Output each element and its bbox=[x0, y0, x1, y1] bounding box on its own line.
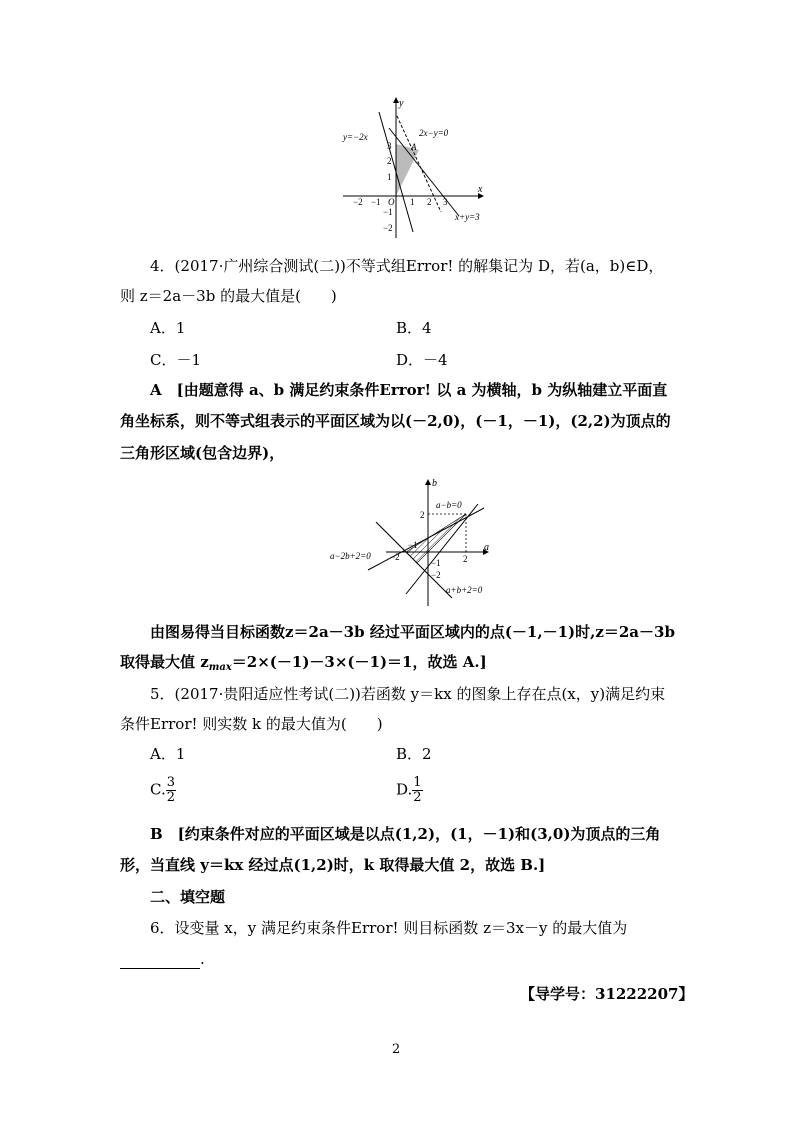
label-point-a: A bbox=[411, 142, 417, 152]
x-tick-1: 1 bbox=[410, 197, 415, 207]
a-tick-neg2: −2 bbox=[390, 552, 400, 562]
b-tick-neg1: −1 bbox=[431, 558, 441, 568]
q6-line-2-end: . bbox=[200, 950, 205, 968]
label-a-minus-b: a−b=0 bbox=[436, 500, 462, 510]
answer-blank bbox=[120, 954, 200, 969]
answer-4-line-1: A [由题意得 a、b 满足约束条件Error! 以 a 为横轴，b 为纵轴建立平面直 bbox=[150, 381, 668, 399]
axis-label-x: x bbox=[478, 184, 483, 195]
fraction-numerator: 3 bbox=[166, 775, 175, 790]
section-title-fill-in: 二、填空题 bbox=[150, 888, 226, 906]
q6-line-1: 6．设变量 x，y 满足约束条件Error! 则目标函数 z＝3x－y 的最大值为 bbox=[150, 919, 628, 937]
answer-4-line-3: 三角形区域(包含边界)， bbox=[120, 444, 285, 462]
q6-line-2 bbox=[120, 949, 205, 969]
fraction-denominator: 2 bbox=[413, 790, 422, 805]
answer-4-line-2: 角坐标系，则不等式组表示的平面区域为以(－2,0)，(－1，－1)，(2,2)为顶点的 bbox=[120, 412, 671, 430]
origin-label: O bbox=[388, 197, 395, 207]
q4-line-1: 4．(2017·广州综合测试(二))不等式组Error! 的解集记为 D，若(a，b)∈D， bbox=[150, 257, 664, 275]
x-tick-neg2: −2 bbox=[353, 197, 363, 207]
answer-5-line-1: B [约束条件对应的平面区域是以点(1,2)，(1，－1)和(3,0)为顶点的三角 bbox=[150, 825, 661, 843]
fraction-one-half bbox=[412, 776, 422, 805]
answer-4-line-5-text-b: ＝2×(－1)－3×(－1)＝1，故选 A.] bbox=[231, 653, 487, 671]
z-max-subscript: max bbox=[208, 662, 232, 673]
a-tick-neg1: −1 bbox=[408, 540, 418, 550]
q4-option-b: B．4 bbox=[396, 319, 432, 337]
q5-option-a: A．1 bbox=[150, 745, 186, 763]
b-tick-neg2: −2 bbox=[431, 570, 441, 580]
label-y-neg2x: y=−2x bbox=[343, 132, 368, 142]
y-tick-neg1: −1 bbox=[383, 207, 393, 217]
y-tick-1: 1 bbox=[387, 172, 392, 182]
y-tick-neg2: −2 bbox=[383, 223, 393, 233]
q5-option-c bbox=[150, 776, 176, 805]
fraction-three-halves bbox=[166, 776, 176, 805]
q5-option-d bbox=[396, 776, 423, 805]
q4-option-a: A．1 bbox=[150, 319, 186, 337]
q5-line-2: 条件Error! 则实数 k 的最大值为( ) bbox=[120, 715, 383, 733]
page-number: 2 bbox=[392, 1042, 401, 1057]
answer-4-line-5 bbox=[120, 652, 487, 678]
y-tick-3: 3 bbox=[387, 141, 392, 151]
x-tick-2: 2 bbox=[427, 197, 432, 207]
q4-line-2: 则 z＝2a－3b 的最大值是( ) bbox=[120, 287, 337, 305]
y-tick-2: 2 bbox=[387, 156, 392, 166]
q4-option-d: D．－4 bbox=[396, 351, 448, 369]
guide-number: 【导学号：31222207】 bbox=[520, 985, 694, 1003]
x-tick-3: 3 bbox=[443, 197, 448, 207]
label-x-plus-y: x+y=3 bbox=[455, 212, 480, 222]
q5-line-1: 5．(2017·贵阳适应性考试(二))若函数 y＝kx 的图象上存在点(x，y)满足约束 bbox=[150, 685, 666, 703]
q5-option-d-prefix: D. bbox=[396, 780, 413, 799]
figure-1-feasible-region bbox=[335, 92, 495, 242]
hatched-triangle-region bbox=[406, 514, 466, 563]
q5-option-b: B．2 bbox=[396, 745, 432, 763]
q5-option-c-prefix: C. bbox=[150, 780, 166, 799]
axis-label-b: b bbox=[432, 478, 437, 489]
label-a-plus-b: a+b+2=0 bbox=[446, 585, 483, 595]
answer-4-line-5-text-a: 取得最大值 z bbox=[120, 653, 209, 671]
b-tick-2: 2 bbox=[420, 510, 425, 520]
answer-4-line-4: 由图易得当目标函数z＝2a－3b 经过平面区域内的点(－1,－1)时,z＝2a－3b bbox=[150, 623, 675, 641]
axis-label-a: a bbox=[484, 542, 489, 553]
axis-label-y: y bbox=[399, 98, 404, 109]
label-2x-minus-y: 2x−y=0 bbox=[419, 128, 449, 138]
fraction-denominator: 2 bbox=[166, 790, 175, 805]
fraction-numerator: 1 bbox=[413, 775, 422, 790]
x-tick-neg1: −1 bbox=[371, 197, 381, 207]
q4-option-c: C．－1 bbox=[150, 351, 202, 369]
label-a-minus-2b: a−2b+2=0 bbox=[330, 551, 371, 561]
figure-2-feasible-region bbox=[328, 474, 506, 614]
answer-5-line-2: 形，当直线 y＝kx 经过点(1,2)时，k 取得最大值 2，故选 B.] bbox=[120, 856, 546, 874]
a-tick-2: 2 bbox=[463, 554, 468, 564]
